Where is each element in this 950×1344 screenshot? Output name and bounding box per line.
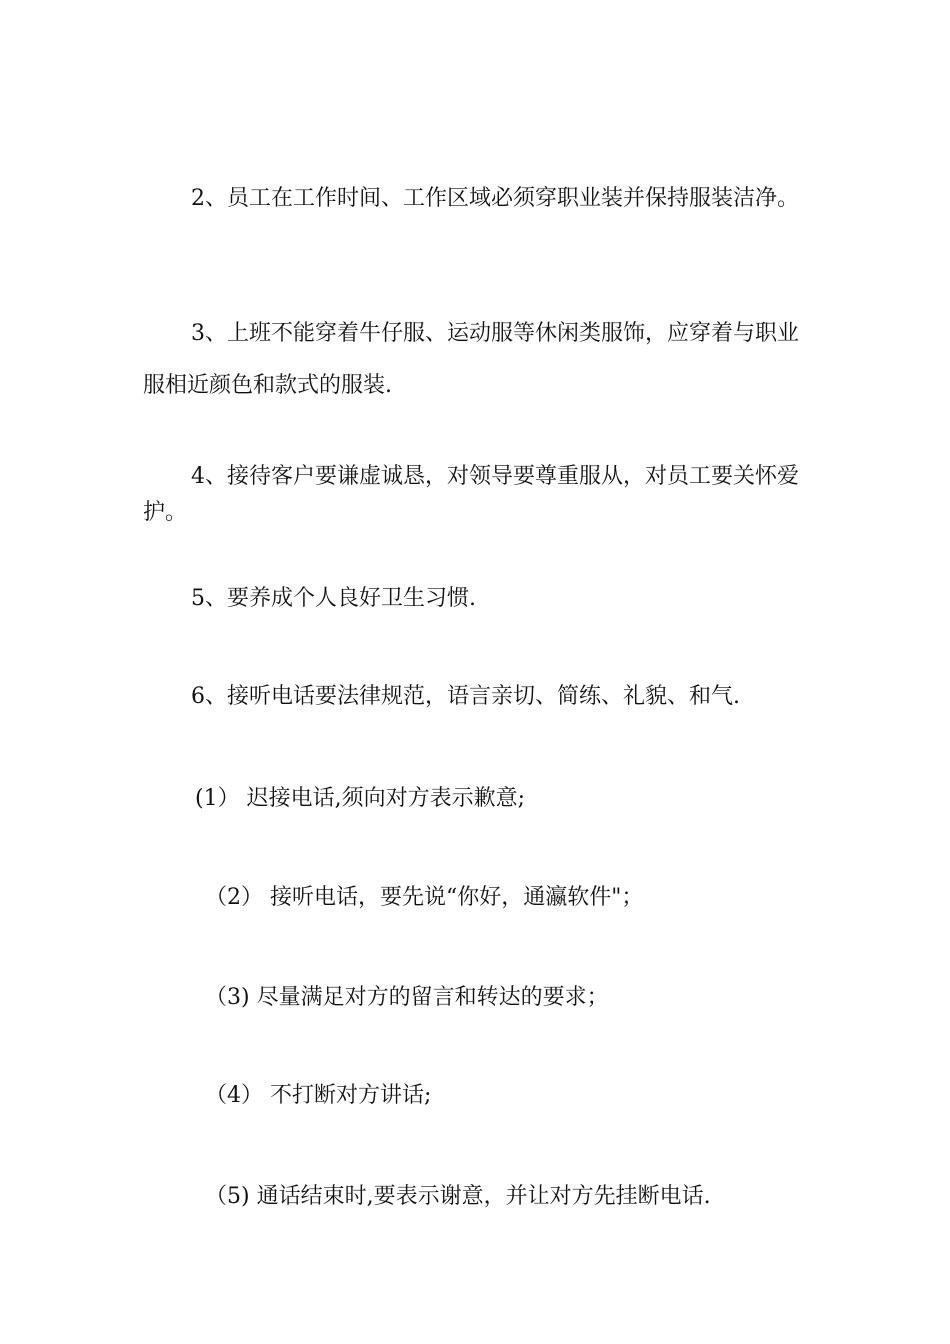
sub-item-2: （2） 接听电话，要先说“你好，通瀛软件"； — [205, 885, 644, 910]
paragraph-item-4: 4、接待客户要谦虚诚恳，对领导要尊重服从，对员工要关怀爱护。 — [143, 464, 799, 525]
paragraph-item-3: 3、上班不能穿着牛仔服、运动服等休闲类服饰，应穿着与职业服相近颜色和款式的服装. — [143, 321, 799, 398]
sub-item-3: （3) 尽量满足对方的留言和转达的要求； — [205, 985, 609, 1010]
paragraph-item-2: 2、员工在工作时间、工作区域必须穿职业装并保持服装洁净。 — [191, 186, 799, 211]
sub-item-5: （5) 通话结束时,要表示谢意，并让对方先挂断电话. — [205, 1184, 711, 1209]
sub-item-4: （4） 不打断对方讲话; — [205, 1083, 432, 1108]
paragraph-item-6: 6、接听电话要法律规范，语言亲切、简练、礼貌、和气. — [191, 684, 740, 709]
paragraph-item-5: 5、要养成个人良好卫生习惯. — [191, 586, 476, 611]
sub-item-1: (1） 迟接电话,须向对方表示歉意; — [195, 786, 525, 811]
